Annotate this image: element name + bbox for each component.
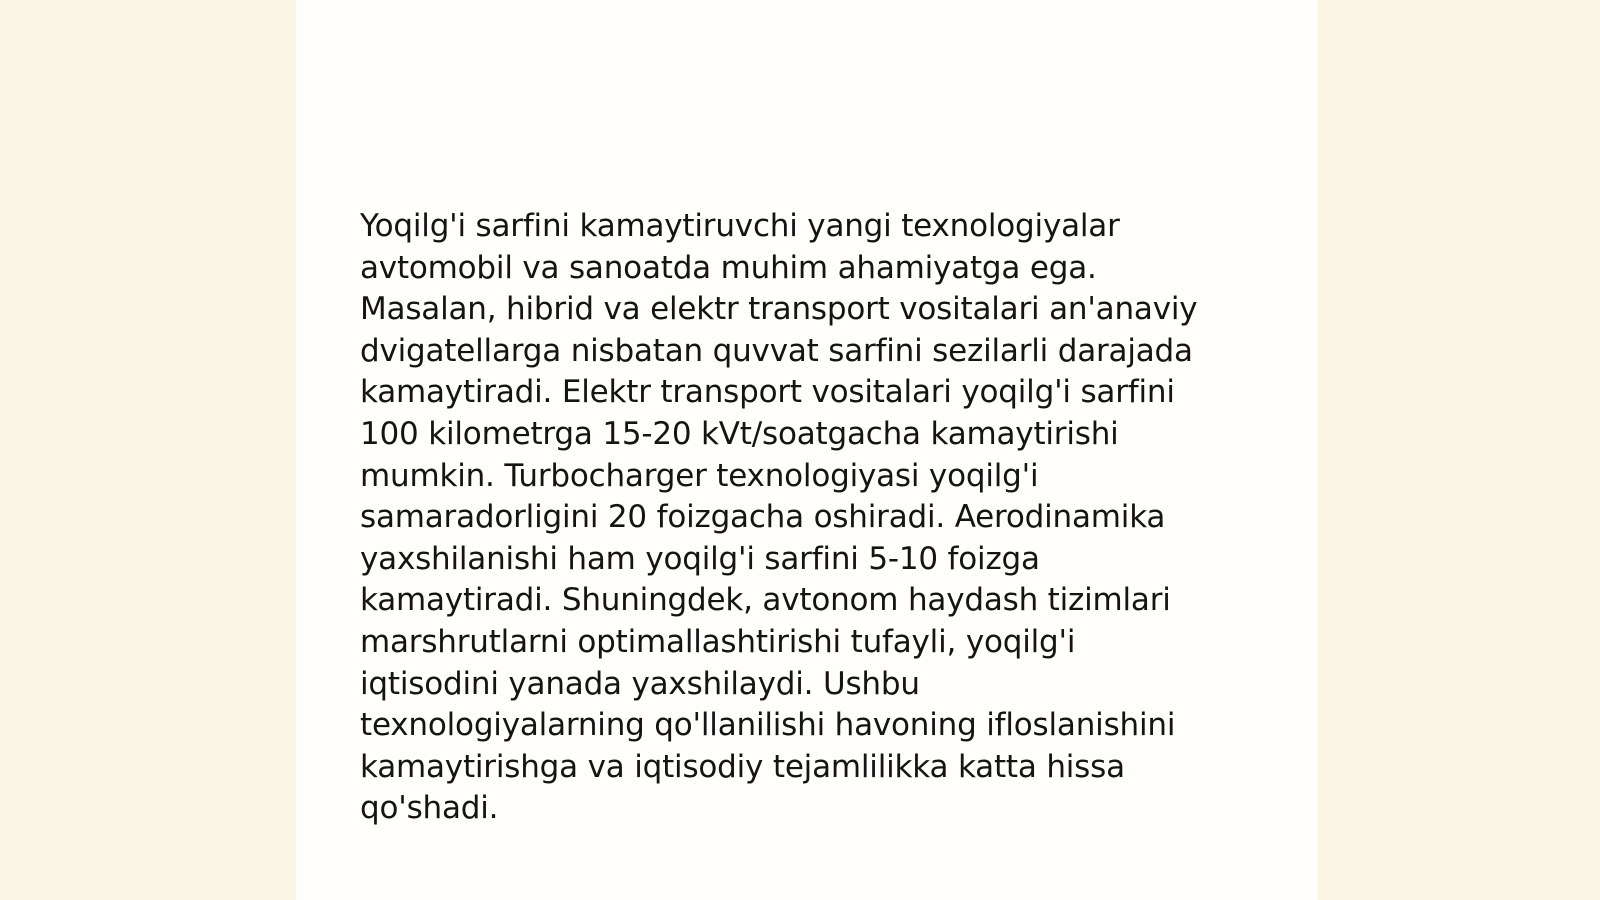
paragraph-line: kamaytiradi. Shuningdek, avtonom haydash tizimlari — [360, 582, 1171, 619]
document-content — [360, 206, 1260, 830]
paragraph-line: Yoqilg'i sarfini kamaytiruvchi yangi texnologiyalar — [360, 208, 1120, 244]
paragraph-line: samaradorligini 20 foizgacha oshiradi. Aerodinamika — [360, 499, 1166, 536]
paragraph-line: qo'shadi. — [360, 790, 499, 827]
right-margin-background — [1318, 0, 1600, 900]
paragraph-line: kamaytiradi. Elektr transport vositalari yoqilg'i sarfini — [360, 374, 1175, 411]
document-page — [296, 0, 1318, 900]
left-margin-background — [0, 0, 296, 900]
paragraph-line: 100 kilometrga 15-20 kVt/soatgacha kamaytirishi — [360, 415, 1119, 452]
paragraph-line: iqtisodini yanada yaxshilaydi. Ushbu — [360, 665, 920, 702]
paragraph-line: yaxshilanishi ham yoqilg'i sarfini 5-10 foizga — [360, 540, 1040, 577]
paragraph-line: kamaytirishga va iqtisodiy tejamlilikka katta hissa — [360, 748, 1125, 785]
paragraph-line: marshrutlarni optimallashtirishi tufayli, yoqilg'i — [360, 623, 1076, 660]
paragraph-line: texnologiyalarning qo'llanilishi havoning ifloslanishini — [360, 707, 1176, 744]
paragraph-line: avtomobil va sanoatda muhim ahamiyatga ega. — [360, 249, 1097, 286]
paragraph-line: Masalan, hibrid va elektr transport vositalari an'anaviy — [360, 291, 1198, 328]
paragraph-line: mumkin. Turbocharger texnologiyasi yoqilg'i — [360, 457, 1039, 494]
paragraph-line: dvigatellarga nisbatan quvvat sarfini sezilarli darajada — [360, 332, 1193, 369]
body-paragraph — [360, 206, 1260, 830]
